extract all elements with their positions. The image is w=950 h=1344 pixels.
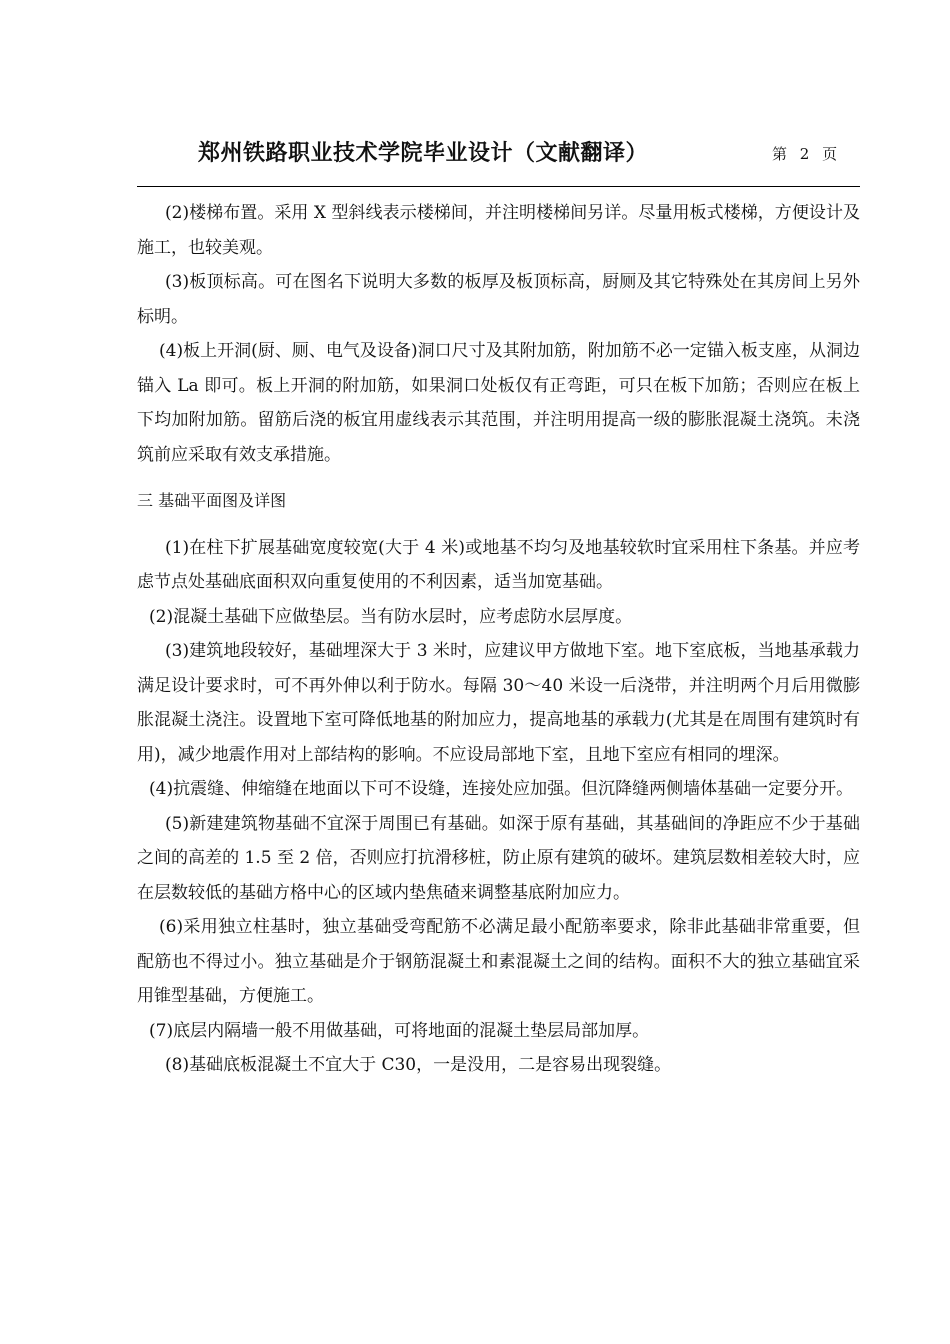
- paragraph: (3)建筑地段较好，基础埋深大于 3 米时，应建议甲方做地下室。地下室底板，当地基承载力满足设计要求时，可不再外伸以利于防水。每隔 30～40 米设一后浇带，并注明两个月后用微膨胀混凝土浇注。设置地下室可降低地基的附加应力，提高地基的承载力(尤其是在周围有建筑时有用)，减少地震作用对上部结构的影响。不应设局部地下室，且地下室应有相同的埋深。: [137, 641, 860, 765]
- paragraph: (3)板顶标高。可在图名下说明大多数的板厚及板顶标高，厨厕及其它特殊处在其房间上另外标明。: [137, 272, 860, 327]
- paragraph: (1)在柱下扩展基础宽度较宽(大于 4 米)或地基不均匀及地基较软时宜采用柱下条基。并应考虑节点处基础底面积双向重复使用的不利因素，适当加宽基础。: [137, 537, 860, 592]
- paragraph: (2)楼梯布置。采用 X 型斜线表示楼梯间，并注明楼梯间另详。尽量用板式楼梯，方便设计及施工，也较美观。: [137, 203, 860, 258]
- page-number-label: [772, 143, 845, 164]
- paragraph: (7)底层内隔墙一般不用做基础，可将地面的混凝土垫层局部加厚。: [149, 1020, 650, 1041]
- document-body: [137, 196, 860, 1083]
- page-suffix: 页: [822, 145, 838, 163]
- header-divider: [137, 186, 860, 187]
- paragraph: (4)抗震缝、伸缩缝在地面以下可不设缝，连接处应加强。但沉降缝两侧墙体基础一定要分开。: [149, 779, 854, 799]
- section-heading: 三 基础平面图及详图: [137, 491, 287, 510]
- paragraph: (5)新建建筑物基础不宜深于周围已有基础。如深于原有基础，其基础间的净距应不少于基础之间的高差的 1.5 至 2 倍，否则应打抗滑移桩，防止原有建筑的破坏。建筑层数相差较大时，应在层数较低的基础方格中心的区域内垫焦碴来调整基底附加应力。: [137, 813, 860, 903]
- paragraph: (2)混凝土基础下应做垫层。当有防水层时，应考虑防水层厚度。: [149, 606, 633, 627]
- page-prefix: 第: [772, 145, 788, 163]
- page-number: 2: [799, 145, 810, 163]
- paragraph: (8)基础底板混凝土不宜大于 C30，一是没用，二是容易出现裂缝。: [165, 1055, 672, 1075]
- paragraph: (6)采用独立柱基时，独立基础受弯配筋不必满足最小配筋率要求，除非此基础非常重要，但配筋也不得过小。独立基础是介于钢筋混凝土和素混凝土之间的结构。面积不大的独立基础宜采用锥型基础，方便施工。: [137, 917, 860, 1006]
- paragraph: (4)板上开洞(厨、厕、电气及设备)洞口尺寸及其附加筋，附加筋不必一定锚入板支座，从洞边锚入 La 即可。板上开洞的附加筋，如果洞口处板仅有正弯距，可只在板下加筋；否则应在板上下均加附加筋。留筋后浇的板宜用虚线表示其范围，并注明用提高一级的膨胀混凝土浇筑。未浇筑前应采取有效支承措施。: [137, 341, 860, 465]
- page-header-title: 郑州铁路职业技术学院毕业设计（文献翻译）: [198, 141, 649, 166]
